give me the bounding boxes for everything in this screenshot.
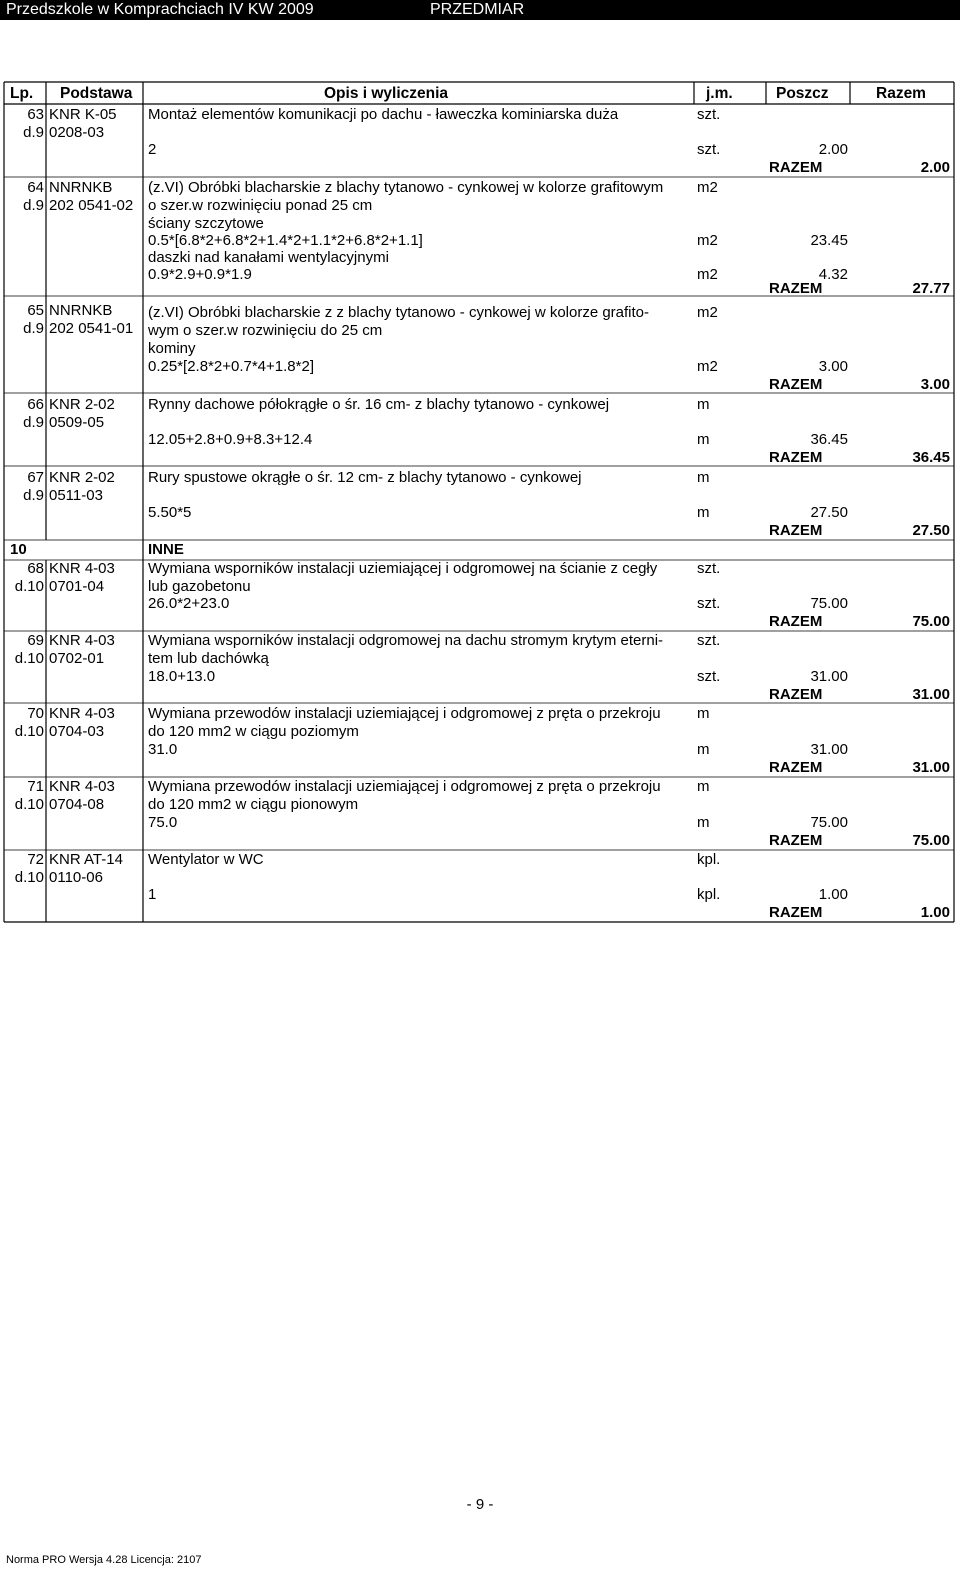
- basis-position: 0509-05: [49, 414, 105, 431]
- item-chapter: d.10: [14, 869, 44, 886]
- header-doc-type: PRZEDMIAR: [430, 1, 525, 18]
- calc-expression: 18.0+13.0: [148, 668, 216, 685]
- item-number: 68: [27, 560, 44, 577]
- section-number: 10: [10, 541, 27, 558]
- basis-catalog: NNRNKB: [49, 179, 113, 196]
- col-header-podstawa: Podstawa: [60, 85, 133, 102]
- page-number: - 9 -: [466, 1496, 494, 1513]
- item-unit: m: [697, 396, 710, 413]
- basis-catalog: KNR 4-03: [49, 778, 115, 795]
- calc-value: 3.00: [818, 358, 848, 375]
- total-label: RAZEM: [769, 159, 823, 176]
- item-unit: m2: [697, 304, 718, 321]
- item-chapter: d.10: [14, 723, 44, 740]
- basis-catalog: KNR AT-14: [49, 851, 123, 868]
- calc-value: 2.00: [818, 141, 848, 158]
- item-description: (z.VI) Obróbki blacharskie z blachy tytanowo - cynkowej w kolorze grafitowym: [148, 179, 664, 196]
- basis-catalog: KNR 2-02: [49, 469, 115, 486]
- item-unit: szt.: [697, 632, 721, 649]
- item-number: 70: [27, 705, 44, 722]
- basis-catalog: KNR 4-03: [49, 705, 115, 722]
- calc-value: 1.00: [818, 886, 848, 903]
- item-description: Rynny dachowe półokrągłe o śr. 16 cm- z blachy tytanowo - cynkowej: [148, 396, 610, 413]
- basis-catalog: NNRNKB: [49, 302, 113, 319]
- item-number: 67: [27, 469, 44, 486]
- calc-value: 75.00: [810, 595, 848, 612]
- item-chapter: d.9: [23, 414, 44, 431]
- calc-expression: 2: [148, 141, 157, 158]
- calc-expression: 0.25*[2.8*2+0.7*4+1.8*2]: [148, 358, 314, 375]
- basis-catalog: KNR 4-03: [49, 560, 115, 577]
- total-value: 31.00: [912, 759, 950, 776]
- item-chapter: d.9: [23, 487, 44, 504]
- calc-unit: m2: [697, 358, 718, 375]
- total-label: RAZEM: [769, 904, 823, 921]
- calc-expression: 31.0: [148, 741, 178, 758]
- item-unit: m: [697, 778, 710, 795]
- total-value: 27.77: [912, 280, 950, 297]
- col-header-razem: Razem: [876, 85, 926, 102]
- item-description: do 120 mm2 w ciągu pionowym: [148, 796, 359, 813]
- item-number: 69: [27, 632, 44, 649]
- basis-catalog: KNR 2-02: [49, 396, 115, 413]
- calc-unit: m2: [697, 266, 718, 283]
- total-label: RAZEM: [769, 759, 823, 776]
- item-chapter: d.10: [14, 578, 44, 595]
- col-header-poszcz: Poszcz: [776, 85, 829, 102]
- item-chapter: d.9: [23, 320, 44, 337]
- total-label: RAZEM: [769, 449, 823, 466]
- item-description: (z.VI) Obróbki blacharskie z z blachy tytanowo - cynkowej w kolorze grafito-: [148, 304, 650, 321]
- basis-position: 0208-03: [49, 124, 105, 141]
- section-name: INNE: [148, 541, 184, 558]
- calc-value: 36.45: [810, 431, 848, 448]
- calc-expression: 1: [148, 886, 157, 903]
- total-label: RAZEM: [769, 522, 823, 539]
- calc-label: daszki nad kanałami wentylacyjnymi: [148, 249, 389, 266]
- total-value: 75.00: [912, 613, 950, 630]
- item-number: 64: [27, 179, 44, 196]
- item-unit: szt.: [697, 560, 721, 577]
- calc-value: 75.00: [810, 814, 848, 831]
- calc-unit: m: [697, 504, 710, 521]
- item-chapter: d.9: [23, 124, 44, 141]
- calc-expression: 0.9*2.9+0.9*1.9: [148, 266, 252, 283]
- total-label: RAZEM: [769, 613, 823, 630]
- total-label: RAZEM: [769, 686, 823, 703]
- item-number: 63: [27, 106, 44, 123]
- calc-unit: m: [697, 814, 710, 831]
- total-value: 1.00: [920, 904, 950, 921]
- item-number: 72: [27, 851, 44, 868]
- item-unit: m2: [697, 179, 718, 196]
- item-description: tem lub dachówką: [148, 650, 269, 667]
- header-title: Przedszkole w Komprachciach IV KW 2009: [6, 1, 314, 18]
- total-value: 31.00: [912, 686, 950, 703]
- item-chapter: d.10: [14, 650, 44, 667]
- calc-unit: szt.: [697, 141, 721, 158]
- calc-expression: 0.5*[6.8*2+6.8*2+1.4*2+1.1*2+6.8*2+1.1]: [148, 232, 423, 249]
- item-number: 65: [27, 302, 44, 319]
- calc-value: 31.00: [810, 741, 848, 758]
- item-description: Wymiana przewodów instalacji uziemiającej i odgromowej z pręta o przekroju: [148, 778, 661, 795]
- item-chapter: d.10: [14, 796, 44, 813]
- basis-position: 202 0541-01: [49, 320, 134, 337]
- item-description: Wymiana wsporników instalacji uziemiającej i odgromowej na ścianie z cegły: [148, 560, 658, 577]
- calc-unit: kpl.: [697, 886, 721, 903]
- total-value: 36.45: [912, 449, 950, 466]
- total-value: 75.00: [912, 832, 950, 849]
- item-unit: szt.: [697, 106, 721, 123]
- col-header-opis: Opis i wyliczenia: [324, 85, 449, 102]
- total-value: 2.00: [920, 159, 950, 176]
- basis-catalog: KNR 4-03: [49, 632, 115, 649]
- calc-unit: m2: [697, 232, 718, 249]
- item-unit: m: [697, 469, 710, 486]
- item-description: Montaż elementów komunikacji po dachu - ławeczka kominiarska duża: [148, 106, 619, 123]
- item-number: 66: [27, 396, 44, 413]
- calc-value: 27.50: [810, 504, 848, 521]
- total-label: RAZEM: [769, 280, 823, 297]
- item-chapter: d.9: [23, 197, 44, 214]
- calc-label: ściany szczytowe: [148, 215, 264, 232]
- calc-expression: 12.05+2.8+0.9+8.3+12.4: [148, 431, 313, 448]
- item-description: Wentylator w WC: [148, 851, 264, 868]
- total-value: 27.50: [912, 522, 950, 539]
- calc-value: 31.00: [810, 668, 848, 685]
- calc-unit: m: [697, 431, 710, 448]
- basis-position: 202 0541-02: [49, 197, 134, 214]
- item-unit: m: [697, 705, 710, 722]
- col-header-lp: Lp.: [10, 85, 34, 102]
- item-description: wym o szer.w rozwinięciu do 25 cm: [148, 322, 383, 339]
- calc-unit: szt.: [697, 595, 721, 612]
- basis-catalog: KNR K-05: [49, 106, 117, 123]
- item-number: 71: [27, 778, 44, 795]
- total-label: RAZEM: [769, 376, 823, 393]
- basis-position: 0704-03: [49, 723, 105, 740]
- calc-expression: 26.0*2+23.0: [148, 595, 230, 612]
- calc-label: kominy: [148, 340, 196, 357]
- footer-license: Norma PRO Wersja 4.28 Licencja: 2107: [6, 1554, 202, 1566]
- total-label: RAZEM: [769, 832, 823, 849]
- item-description: Wymiana wsporników instalacji odgromowej na dachu stromym krytym eterni-: [148, 632, 664, 649]
- item-unit: kpl.: [697, 851, 721, 868]
- basis-position: 0701-04: [49, 578, 105, 595]
- total-value: 3.00: [920, 376, 950, 393]
- item-description: do 120 mm2 w ciągu poziomym: [148, 723, 359, 740]
- basis-position: 0704-08: [49, 796, 105, 813]
- item-description: lub gazobetonu: [148, 578, 251, 595]
- calc-unit: szt.: [697, 668, 721, 685]
- item-description: Wymiana przewodów instalacji uziemiającej i odgromowej z pręta o przekroju: [148, 705, 661, 722]
- col-header-jm: j.m.: [706, 85, 733, 102]
- basis-position: 0702-01: [49, 650, 105, 667]
- calc-unit: m: [697, 741, 710, 758]
- item-description: Rury spustowe okrągłe o śr. 12 cm- z blachy tytanowo - cynkowej: [148, 469, 582, 486]
- calc-value: 23.45: [810, 232, 848, 249]
- basis-position: 0511-03: [49, 487, 103, 504]
- basis-position: 0110-06: [49, 869, 103, 886]
- item-description: o szer.w rozwinięciu ponad 25 cm: [148, 197, 373, 214]
- calc-expression: 75.0: [148, 814, 178, 831]
- calc-value: 4.32: [818, 266, 848, 283]
- calc-expression: 5.50*5: [148, 504, 192, 521]
